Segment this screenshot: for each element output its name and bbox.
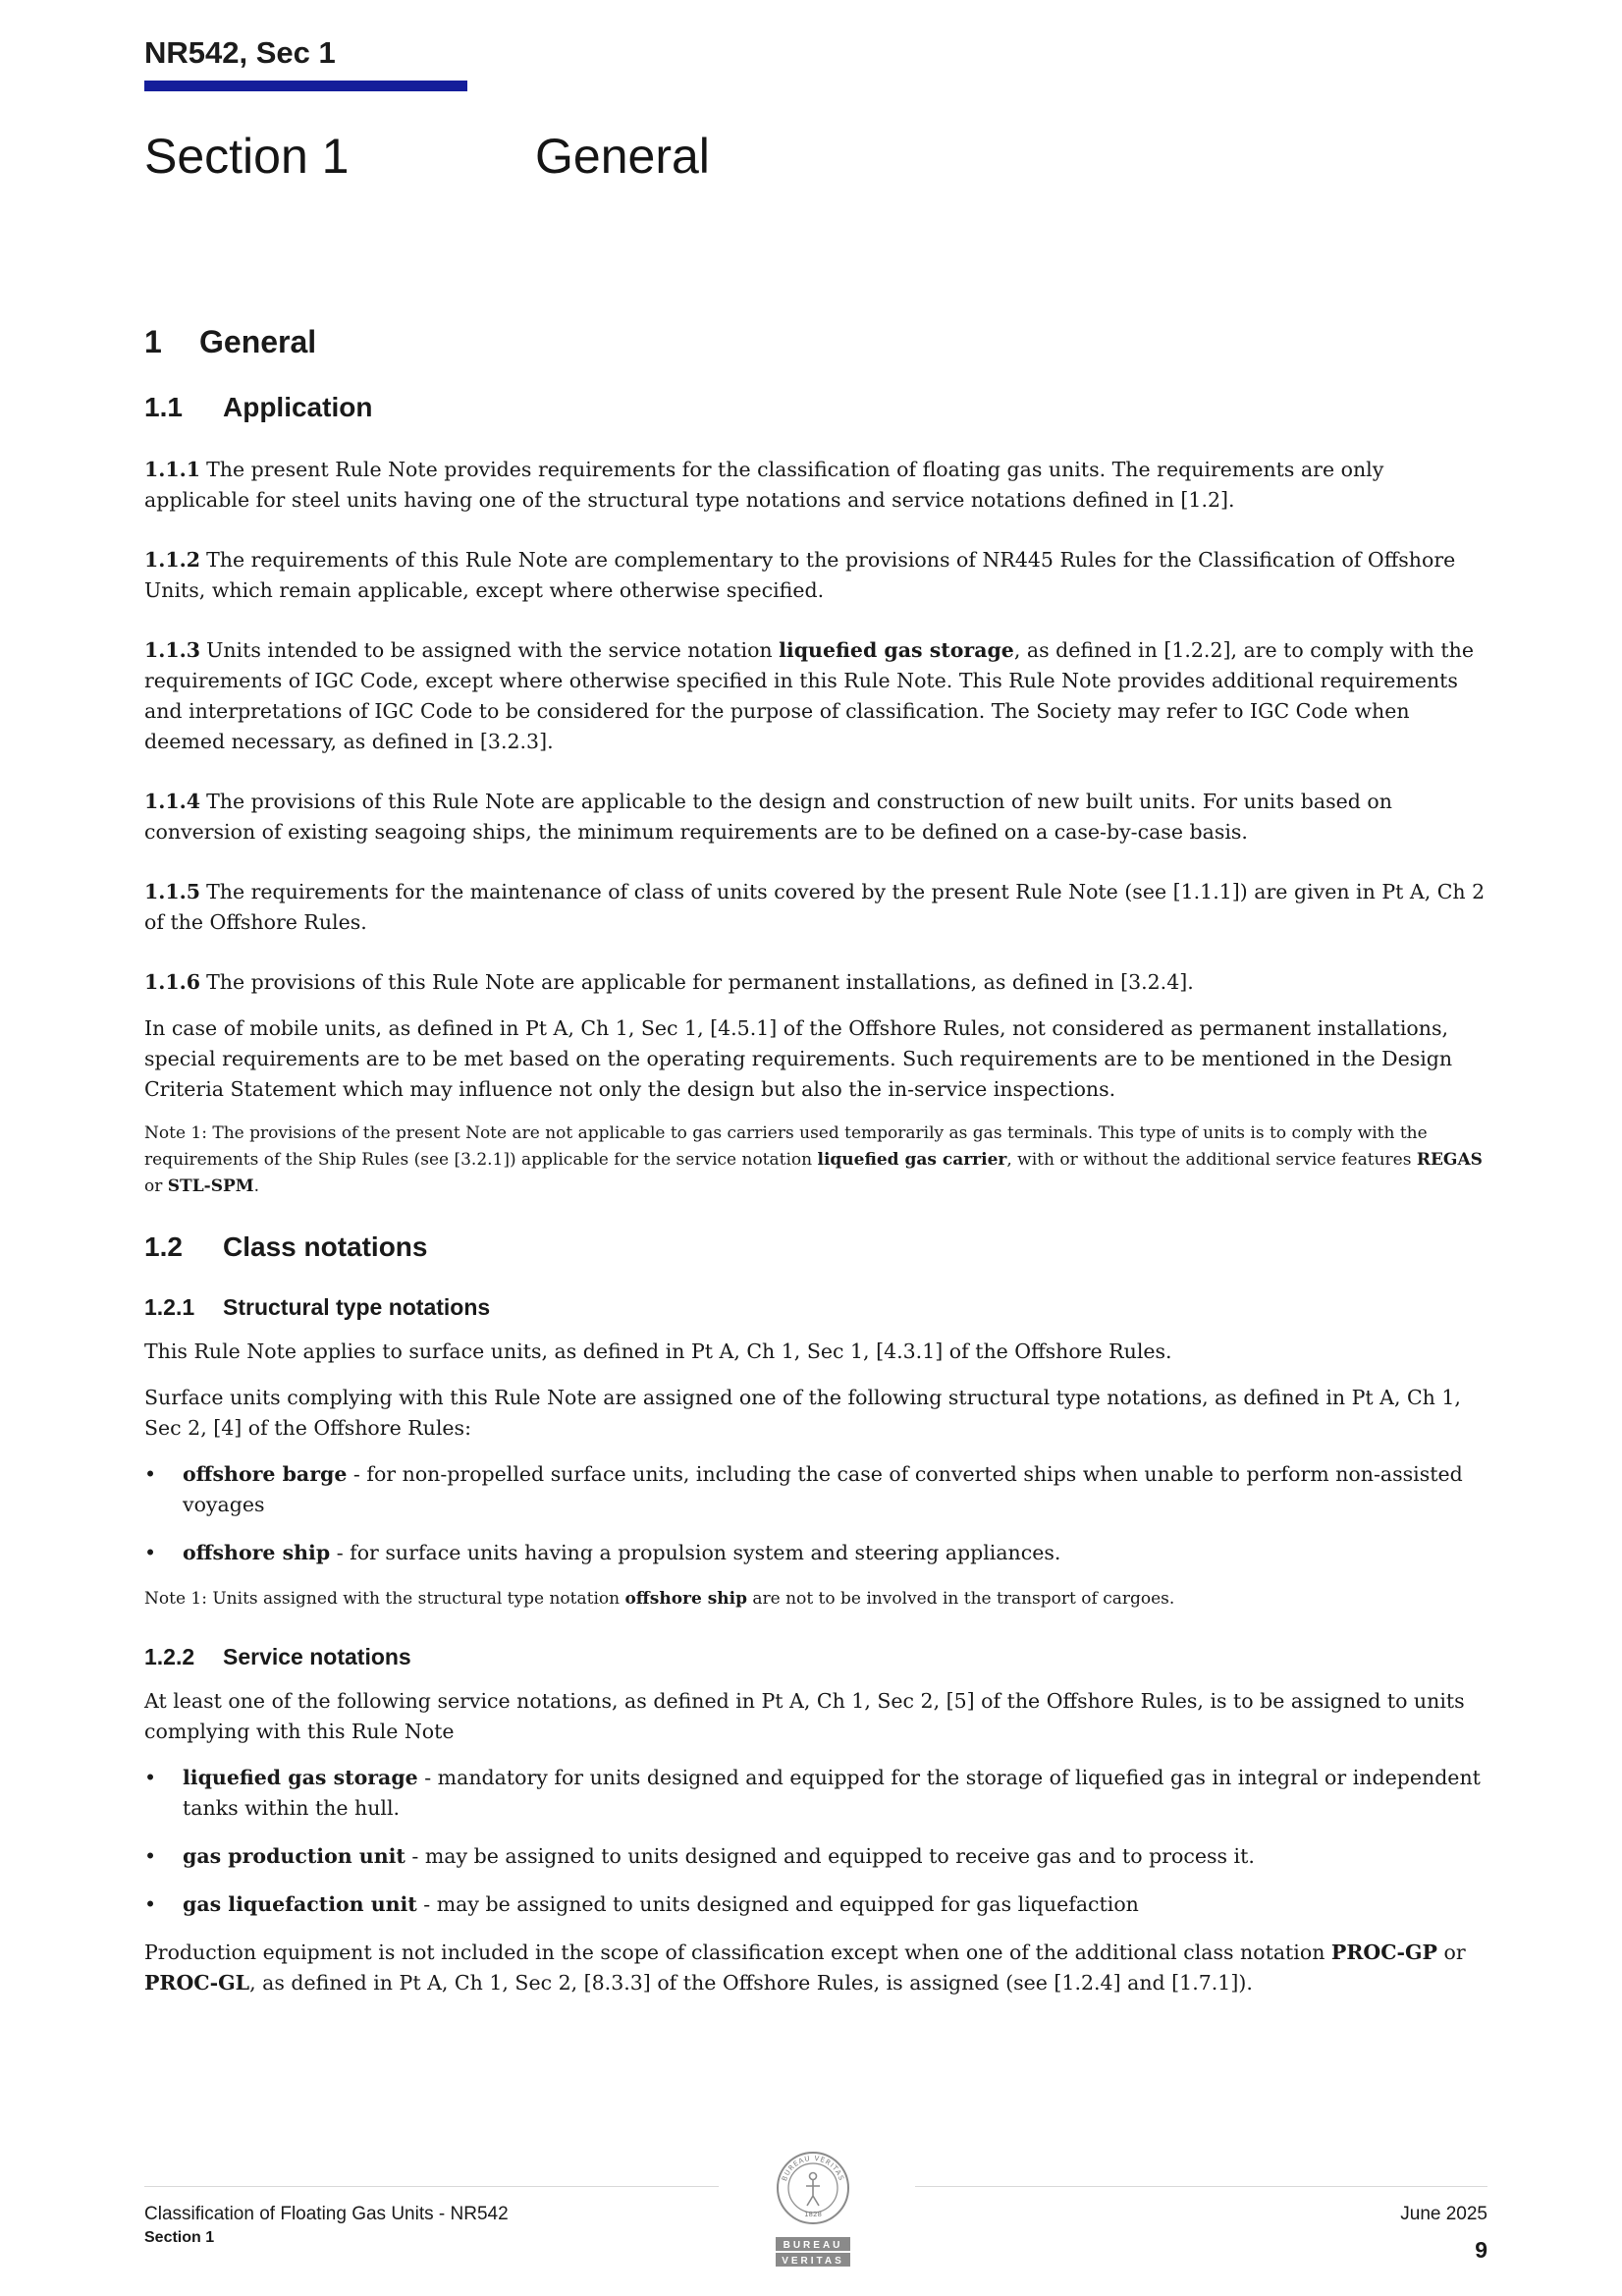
heading-1 <box>144 324 1487 360</box>
bullet-icon: • <box>144 1844 157 1868</box>
list-item-text: - for non-propelled surface units, including the case of converted ships when unable to perform non-assisted voyages <box>183 1462 1463 1516</box>
footer-rule-right <box>915 2186 1487 2187</box>
footer-rule-left <box>144 2186 719 2187</box>
seal-year: 1828 <box>804 2211 822 2218</box>
footer-date: June 2025 <box>1400 2204 1487 2224</box>
section-label: Section 1 <box>144 129 350 184</box>
notation-liquefied-gas-storage: liquefied gas storage <box>779 638 1014 662</box>
notation-term: gas liquefaction unit <box>183 1892 417 1916</box>
notation-term: offshore barge <box>183 1462 348 1486</box>
paragraph-surface-units: This Rule Note applies to surface units, as defined in Pt A, Ch 1, Sec 1, [4.3.1] of the Offshore Rules. <box>144 1339 1172 1363</box>
list-item-text: - may be assigned to units designed and equipped to receive gas and to process it. <box>405 1844 1255 1868</box>
header-accent-bar <box>144 81 467 91</box>
paragraph-1-1-1 <box>144 455 1487 516</box>
note-text: Note 1: The provisions of the present Note are not applicable to gas carriers used temporarily as gas terminals. This type of units is to comply with the requirements of the Ship Rules (see [3.2.1]) applicable for the service notation <box>144 1123 1428 1170</box>
heading-number: 1 <box>144 324 162 359</box>
document-body <box>144 324 1487 2028</box>
list-item <box>144 1889 1487 1920</box>
paragraph-mobile-units: In case of mobile units, as defined in Pt A, Ch 1, Sec 1, [4.5.1] of the Offshore Rules, not considered as permanent installations, special requirements are to be met based on the operating requirements. Such requirements are to be mentioned in the Design Criteria Statement which may influence not only the design but also the in-service inspections. <box>144 1016 1453 1101</box>
notation-proc-gp: PROC-GP <box>1330 1941 1437 1964</box>
notation-term: gas production unit <box>183 1844 406 1868</box>
notation-term: offshore ship <box>183 1541 331 1564</box>
paragraph-number: 1.1.4 <box>144 790 201 813</box>
paragraph-text: The present Rule Note provides requirements for the classification of floating gas units. The requirements are only applicable for steel units having one of the structural type notations and service notations defined in [1.2]. <box>144 458 1384 512</box>
note-text: or <box>144 1176 168 1196</box>
paragraph-number: 1.1.3 <box>144 638 201 662</box>
list-item-text: - for surface units having a propulsion system and steering appliances. <box>330 1541 1061 1564</box>
bullet-icon: • <box>144 1541 157 1564</box>
list-item-text: - mandatory for units designed and equipped for the storage of liquefied gas in integral or independent tanks within the hull. <box>183 1766 1481 1820</box>
heading-1-1 <box>144 392 1487 423</box>
heading-1-2-1 <box>144 1294 1487 1321</box>
seal-figure-icon <box>806 2173 820 2207</box>
bullet-icon: • <box>144 1892 157 1916</box>
notation-liquefied-gas-carrier: liquefied gas carrier <box>817 1150 1007 1170</box>
running-header: NR542, Sec 1 <box>144 35 336 70</box>
heading-text: Structural type notations <box>223 1294 491 1320</box>
heading-1-2 <box>144 1231 1487 1263</box>
paragraph-service-notations: At least one of the following service notations, as defined in Pt A, Ch 1, Sec 2, [5] of the Offshore Rules, is to be assigned to units complying with this Rule Note <box>144 1689 1465 1743</box>
paragraph-text: The requirements of this Rule Note are complementary to the provisions of NR445 Rules for the Classification of Offshore Units, which remain applicable, except where otherwise specified. <box>144 548 1456 602</box>
paragraph-number: 1.1.2 <box>144 548 201 572</box>
bureau-veritas-logo <box>774 2147 852 2274</box>
notation-term: liquefied gas storage <box>183 1766 418 1789</box>
paragraph-text: Units intended to be assigned with the service notation <box>206 638 780 662</box>
heading-1-2-2 <box>144 1644 1487 1670</box>
footer-document-title: Classification of Floating Gas Units - NR542 <box>144 2204 509 2224</box>
seal-arc-text: BUREAU VERITAS <box>780 2154 846 2183</box>
paragraph-structural-notations: Surface units complying with this Rule Note are assigned one of the following structural type notations, as defined in Pt A, Ch 1, Sec 2, [4] of the Offshore Rules: <box>144 1386 1461 1440</box>
service-notation-list <box>144 1763 1487 1920</box>
bullet-icon: • <box>144 1766 157 1789</box>
heading-number: 1.2 <box>144 1231 183 1262</box>
paragraph-number: 1.1.1 <box>144 458 201 481</box>
logo-wordmark-line1: BUREAU <box>783 2240 843 2251</box>
paragraph-text: The provisions of this Rule Note are applicable for permanent installations, as defined in [3.2.4]. <box>206 970 1194 994</box>
paragraph-text: The requirements for the maintenance of class of units covered by the present Rule Note (see [1.1.1]) are given in Pt A, Ch 2 of the Offshore Rules. <box>144 880 1486 934</box>
paragraph-production-equipment <box>144 1938 1487 1998</box>
list-item <box>144 1538 1487 1568</box>
logo-wordmark-line2: VERITAS <box>782 2256 844 2267</box>
paragraph-1-1-3 <box>144 635 1487 757</box>
notation-stl-spm: STL-SPM <box>167 1176 254 1196</box>
heading-text: Service notations <box>223 1644 411 1669</box>
paragraph-1-1-2 <box>144 545 1487 606</box>
list-item <box>144 1841 1487 1872</box>
paragraph-number: 1.1.6 <box>144 970 201 994</box>
heading-number: 1.2.1 <box>144 1294 195 1320</box>
paragraph-text: The provisions of this Rule Note are applicable to the design and construction of new built units. For units based on conversion of existing seagoing ships, the minimum requirements are to be defined on a case-by-case basis. <box>144 790 1392 844</box>
list-item-text: - may be assigned to units designed and equipped for gas liquefaction <box>416 1892 1139 1916</box>
page-number: 9 <box>1475 2237 1487 2263</box>
heading-number: 1.2.2 <box>144 1644 195 1669</box>
bullet-icon: • <box>144 1462 157 1486</box>
note-text: , with or without the additional service features <box>1006 1150 1417 1170</box>
heading-text: Application <box>223 392 373 422</box>
note-offshore-ship <box>144 1586 1487 1613</box>
paragraph-1-1-4 <box>144 787 1487 847</box>
heading-number: 1.1 <box>144 392 183 422</box>
paragraph-text: Production equipment is not included in the scope of classification except when one of the additional class notation <box>144 1941 1331 1964</box>
paragraph-1-1-5 <box>144 877 1487 938</box>
note-text: . <box>253 1176 259 1196</box>
section-title: General <box>535 129 710 184</box>
paragraph-text: , as defined in [1.2.2], are to comply with the requirements of IGC Code, except where otherwise specified in this Rule Note. This Rule Note provides additional requirements and interpretations of IGC Code to be considered for the purpose of classification. The Society may refer to IGC Code when deemed necessary, as defined in [3.2.3]. <box>144 638 1474 753</box>
paragraph-text: , as defined in Pt A, Ch 1, Sec 2, [8.3.3] of the Offshore Rules, is assigned (see [1.2.4] and [1.7.1]). <box>249 1971 1253 1995</box>
paragraph-number: 1.1.5 <box>144 880 201 903</box>
notation-proc-gl: PROC-GL <box>144 1971 250 1995</box>
list-item <box>144 1459 1487 1520</box>
structural-notation-list <box>144 1459 1487 1568</box>
paragraph-1-1-6 <box>144 967 1487 998</box>
footer-section: Section 1 <box>144 2229 215 2246</box>
heading-text: Class notations <box>223 1231 428 1262</box>
note-text: are not to be involved in the transport of cargoes. <box>747 1589 1175 1609</box>
notation-offshore-ship: offshore ship <box>624 1589 747 1609</box>
note-gas-carriers <box>144 1121 1487 1200</box>
list-item <box>144 1763 1487 1824</box>
heading-text: General <box>199 324 317 359</box>
paragraph-text: or <box>1436 1941 1466 1964</box>
notation-regas: REGAS <box>1416 1150 1483 1170</box>
note-text: Note 1: Units assigned with the structural type notation <box>144 1589 625 1609</box>
